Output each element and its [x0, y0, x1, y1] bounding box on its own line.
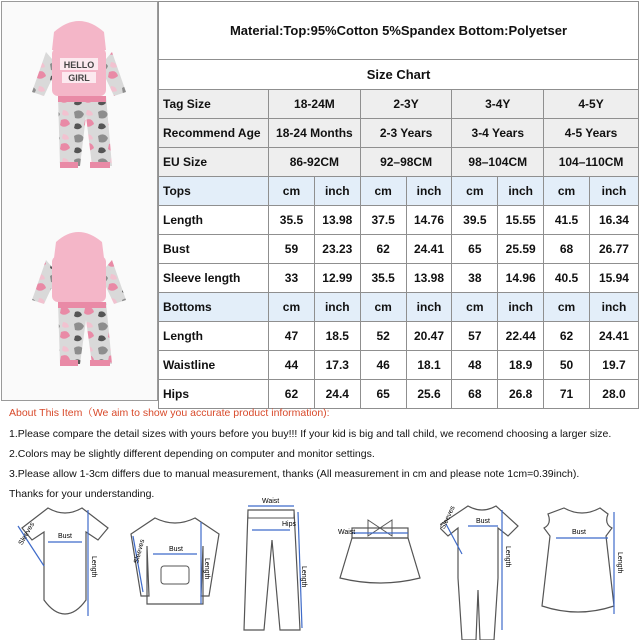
table-cell: 48	[452, 351, 498, 380]
table-cell: cm	[269, 293, 315, 322]
table-cell: 3-4 Years	[452, 119, 544, 148]
table-cell: 14.96	[498, 264, 544, 293]
table-cell: 41.5	[544, 206, 590, 235]
size-table-row	[159, 119, 639, 148]
pants-diagram	[230, 496, 315, 640]
table-cell: 47	[269, 322, 315, 351]
size-table-row	[159, 235, 639, 264]
table-cell: 68	[452, 380, 498, 409]
hoodie-print-text: GIRL	[68, 73, 90, 83]
table-cell: 13.98	[314, 206, 360, 235]
hips-label: Hips	[282, 521, 297, 528]
table-cell: 17.3	[314, 351, 360, 380]
table-cell: 62	[544, 322, 590, 351]
skirt-diagram	[330, 496, 430, 640]
row-header-cell: Bust	[159, 235, 269, 264]
row-header-cell: Waistline	[159, 351, 269, 380]
note-line: 3.Please allow 1-3cm differs due to manual measurement, thanks (All measurement in cm and please note 1cm=0.39inch).	[9, 468, 580, 480]
table-cell: 14.76	[406, 206, 452, 235]
table-cell: 65	[360, 380, 406, 409]
table-cell: 4-5 Years	[544, 119, 639, 148]
table-cell: 68	[544, 235, 590, 264]
table-cell: 44	[269, 351, 315, 380]
length-label: Length	[203, 558, 210, 580]
length-label: Length	[300, 566, 307, 588]
table-cell: 57	[452, 322, 498, 351]
sleeves-label: Sleeves	[440, 504, 457, 531]
table-cell: inch	[589, 177, 638, 206]
sweatshirt-diagram	[125, 496, 225, 640]
table-cell: 25.59	[498, 235, 544, 264]
table-cell: 18-24M	[269, 90, 361, 119]
table-cell: inch	[589, 293, 638, 322]
length-label: Length	[90, 556, 97, 578]
table-cell: 37.5	[360, 206, 406, 235]
table-cell: 19.7	[589, 351, 638, 380]
romper-diagram	[440, 496, 525, 640]
table-cell: 26.8	[498, 380, 544, 409]
table-cell: 62	[360, 235, 406, 264]
size-table-row	[159, 177, 639, 206]
table-cell: 38	[452, 264, 498, 293]
table-cell: 22.44	[498, 322, 544, 351]
table-cell: 18-24 Months	[269, 119, 361, 148]
table-cell: inch	[406, 293, 452, 322]
table-cell: inch	[314, 177, 360, 206]
table-cell: 24.41	[406, 235, 452, 264]
table-cell: 52	[360, 322, 406, 351]
product-photo-panel	[1, 1, 158, 401]
waist-label: Waist	[338, 529, 356, 536]
dress-diagram	[530, 496, 635, 640]
table-cell: 23.23	[314, 235, 360, 264]
table-cell: 15.94	[589, 264, 638, 293]
size-table-row	[159, 322, 639, 351]
table-cell: inch	[498, 177, 544, 206]
table-cell: 62	[269, 380, 315, 409]
table-cell: 24.4	[314, 380, 360, 409]
table-cell: 18.1	[406, 351, 452, 380]
outfit-front-photo	[24, 12, 134, 177]
size-chart-table	[158, 1, 639, 409]
row-header-cell: Recommend Age	[159, 119, 269, 148]
table-cell: inch	[498, 293, 544, 322]
length-label: Length	[504, 546, 511, 568]
row-header-cell: Tag Size	[159, 90, 269, 119]
table-cell: 59	[269, 235, 315, 264]
table-cell: 98–104CM	[452, 148, 544, 177]
size-table-row	[159, 90, 639, 119]
material-heading: Material:Top:95%Cotton 5%Spandex Bottom:Polyetser	[159, 2, 639, 60]
table-cell: 3-4Y	[452, 90, 544, 119]
size-chart-title: Size Chart	[159, 60, 639, 90]
table-cell: 25.6	[406, 380, 452, 409]
table-cell: 26.77	[589, 235, 638, 264]
table-cell: inch	[406, 177, 452, 206]
size-table-row	[159, 206, 639, 235]
table-cell: cm	[544, 177, 590, 206]
length-label: Length	[616, 552, 623, 574]
outfit-back-photo	[24, 224, 134, 374]
bodysuit-diagram	[10, 496, 120, 640]
table-cell: cm	[452, 293, 498, 322]
table-cell: cm	[269, 177, 315, 206]
waist-label: Waist	[262, 498, 280, 505]
table-cell: 40.5	[544, 264, 590, 293]
measurement-diagrams	[0, 496, 640, 640]
table-cell: 13.98	[406, 264, 452, 293]
row-header-cell: Sleeve length	[159, 264, 269, 293]
table-cell: 18.9	[498, 351, 544, 380]
table-cell: 28.0	[589, 380, 638, 409]
table-cell: 71	[544, 380, 590, 409]
table-cell: 50	[544, 351, 590, 380]
bust-label: Bust	[58, 533, 73, 540]
table-cell: 35.5	[360, 264, 406, 293]
about-title: About This Item（We aim to show you accurate product information):	[9, 407, 330, 419]
table-cell: 20.47	[406, 322, 452, 351]
table-cell: 39.5	[452, 206, 498, 235]
table-cell: 16.34	[589, 206, 638, 235]
table-cell: 2-3 Years	[360, 119, 452, 148]
table-cell: inch	[314, 293, 360, 322]
about-section	[9, 405, 635, 508]
note-line: 1.Please compare the detail sizes with yours before you buy!!! If your kid is big and tall child, we recomend choosing a larger size.	[9, 428, 612, 440]
row-header-cell: Length	[159, 206, 269, 235]
table-cell: 104–110CM	[544, 148, 639, 177]
table-cell: 33	[269, 264, 315, 293]
note-line: Thanks for your understanding.	[9, 488, 155, 500]
bust-label: Bust	[476, 518, 491, 525]
table-cell: 2-3Y	[360, 90, 452, 119]
table-cell: 86-92CM	[269, 148, 361, 177]
size-table-row	[159, 148, 639, 177]
table-cell: 4-5Y	[544, 90, 639, 119]
table-cell: cm	[360, 177, 406, 206]
row-header-cell: Tops	[159, 177, 269, 206]
table-cell: cm	[452, 177, 498, 206]
table-cell: 18.5	[314, 322, 360, 351]
sleeves-label: Sleeves	[17, 521, 37, 547]
table-cell: cm	[544, 293, 590, 322]
table-cell: 35.5	[269, 206, 315, 235]
note-line: 2.Colors may be slightly different depending on computer and monitor settings.	[9, 448, 375, 460]
table-cell: 24.41	[589, 322, 638, 351]
table-cell: 46	[360, 351, 406, 380]
row-header-cell: Bottoms	[159, 293, 269, 322]
row-header-cell: Hips	[159, 380, 269, 409]
bust-label: Bust	[169, 546, 184, 553]
table-cell: cm	[360, 293, 406, 322]
row-header-cell: EU Size	[159, 148, 269, 177]
row-header-cell: Length	[159, 322, 269, 351]
table-cell: 92–98CM	[360, 148, 452, 177]
hoodie-print-text: HELLO	[63, 60, 95, 70]
size-table-row	[159, 264, 639, 293]
size-table-row	[159, 351, 639, 380]
size-table-row	[159, 293, 639, 322]
table-cell: 15.55	[498, 206, 544, 235]
sleeves-label: Sleeves	[133, 538, 147, 565]
table-cell: 12.99	[314, 264, 360, 293]
table-cell: 65	[452, 235, 498, 264]
bust-label: Bust	[572, 529, 587, 536]
